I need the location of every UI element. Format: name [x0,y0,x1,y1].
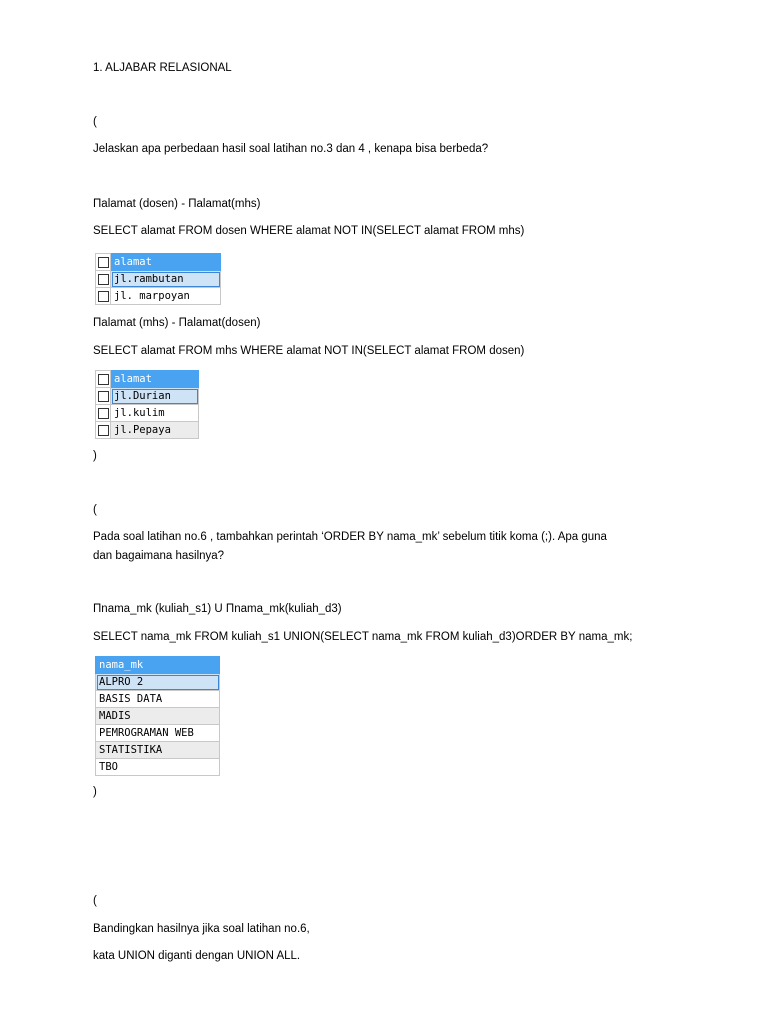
table-cell[interactable]: BASIS DATA [96,691,220,708]
column-header[interactable]: alamat [111,254,221,271]
column-header[interactable]: nama_mk [96,657,220,674]
select-all-checkbox[interactable] [96,371,111,388]
row-checkbox[interactable] [96,422,111,439]
question-text: Jelaskan apa perbedaan hasil soal latihan no.3 dan 4 , kenapa bisa berbeda? [93,143,489,155]
question-text: dan bagaimana hasilnya? [93,550,225,562]
table-cell[interactable]: jl.rambutan [111,271,221,288]
table-cell[interactable]: jl. marpoyan [111,288,221,305]
grid-header-row [96,657,220,674]
relational-expression: Πnama_mk (kuliah_s1) U Πnama_mk(kuliah_d3) [93,603,342,615]
table-cell[interactable]: TBO [96,759,220,776]
table-cell[interactable]: MADIS [96,708,220,725]
table-row[interactable] [96,405,199,422]
column-header[interactable]: alamat [111,371,199,388]
open-paren: ( [93,504,97,516]
grid-header-row [96,371,199,388]
table-row[interactable] [96,674,220,691]
row-checkbox[interactable] [96,405,111,422]
sql-query: SELECT alamat FROM mhs WHERE alamat NOT IN(SELECT alamat FROM dosen) [93,345,525,357]
result-grid-2 [95,370,199,439]
question-text: Pada soal latihan no.6 , tambahkan perintah ‘ORDER BY nama_mk’ sebelum titik koma (;). Apa guna [93,531,607,543]
table-row[interactable] [96,708,220,725]
question-text: kata UNION diganti dengan UNION ALL. [93,950,301,962]
table-row[interactable] [96,288,221,305]
open-paren: ( [93,895,97,907]
table-cell[interactable]: jl.Pepaya [111,422,199,439]
table-cell[interactable]: jl.Durian [111,388,199,405]
relational-expression: Πalamat (mhs) - Πalamat(dosen) [93,317,261,329]
row-checkbox[interactable] [96,288,111,305]
question-text: Bandingkan hasilnya jika soal latihan no.6, [93,923,310,935]
relational-expression: Πalamat (dosen) - Πalamat(mhs) [93,198,261,210]
table-row[interactable] [96,388,199,405]
table-row[interactable] [96,742,220,759]
row-checkbox[interactable] [96,388,111,405]
result-grid-1 [95,253,221,305]
table-row[interactable] [96,691,220,708]
table-cell[interactable]: jl.kulim [111,405,199,422]
sql-query: SELECT alamat FROM dosen WHERE alamat NOT IN(SELECT alamat FROM mhs) [93,225,525,237]
table-row[interactable] [96,725,220,742]
table-cell[interactable]: ALPRO 2 [96,674,220,691]
table-row[interactable] [96,271,221,288]
row-checkbox[interactable] [96,271,111,288]
select-all-checkbox[interactable] [96,254,111,271]
open-paren: ( [93,116,97,128]
table-row[interactable] [96,759,220,776]
table-row[interactable] [96,422,199,439]
close-paren: ) [93,786,97,798]
grid-header-row [96,254,221,271]
result-grid-3 [95,656,220,776]
document-heading: 1. ALJABAR RELASIONAL [93,62,232,74]
close-paren: ) [93,450,97,462]
sql-query: SELECT nama_mk FROM kuliah_s1 UNION(SELECT nama_mk FROM kuliah_d3)ORDER BY nama_mk; [93,631,633,643]
table-cell[interactable]: STATISTIKA [96,742,220,759]
table-cell[interactable]: PEMROGRAMAN WEB [96,725,220,742]
